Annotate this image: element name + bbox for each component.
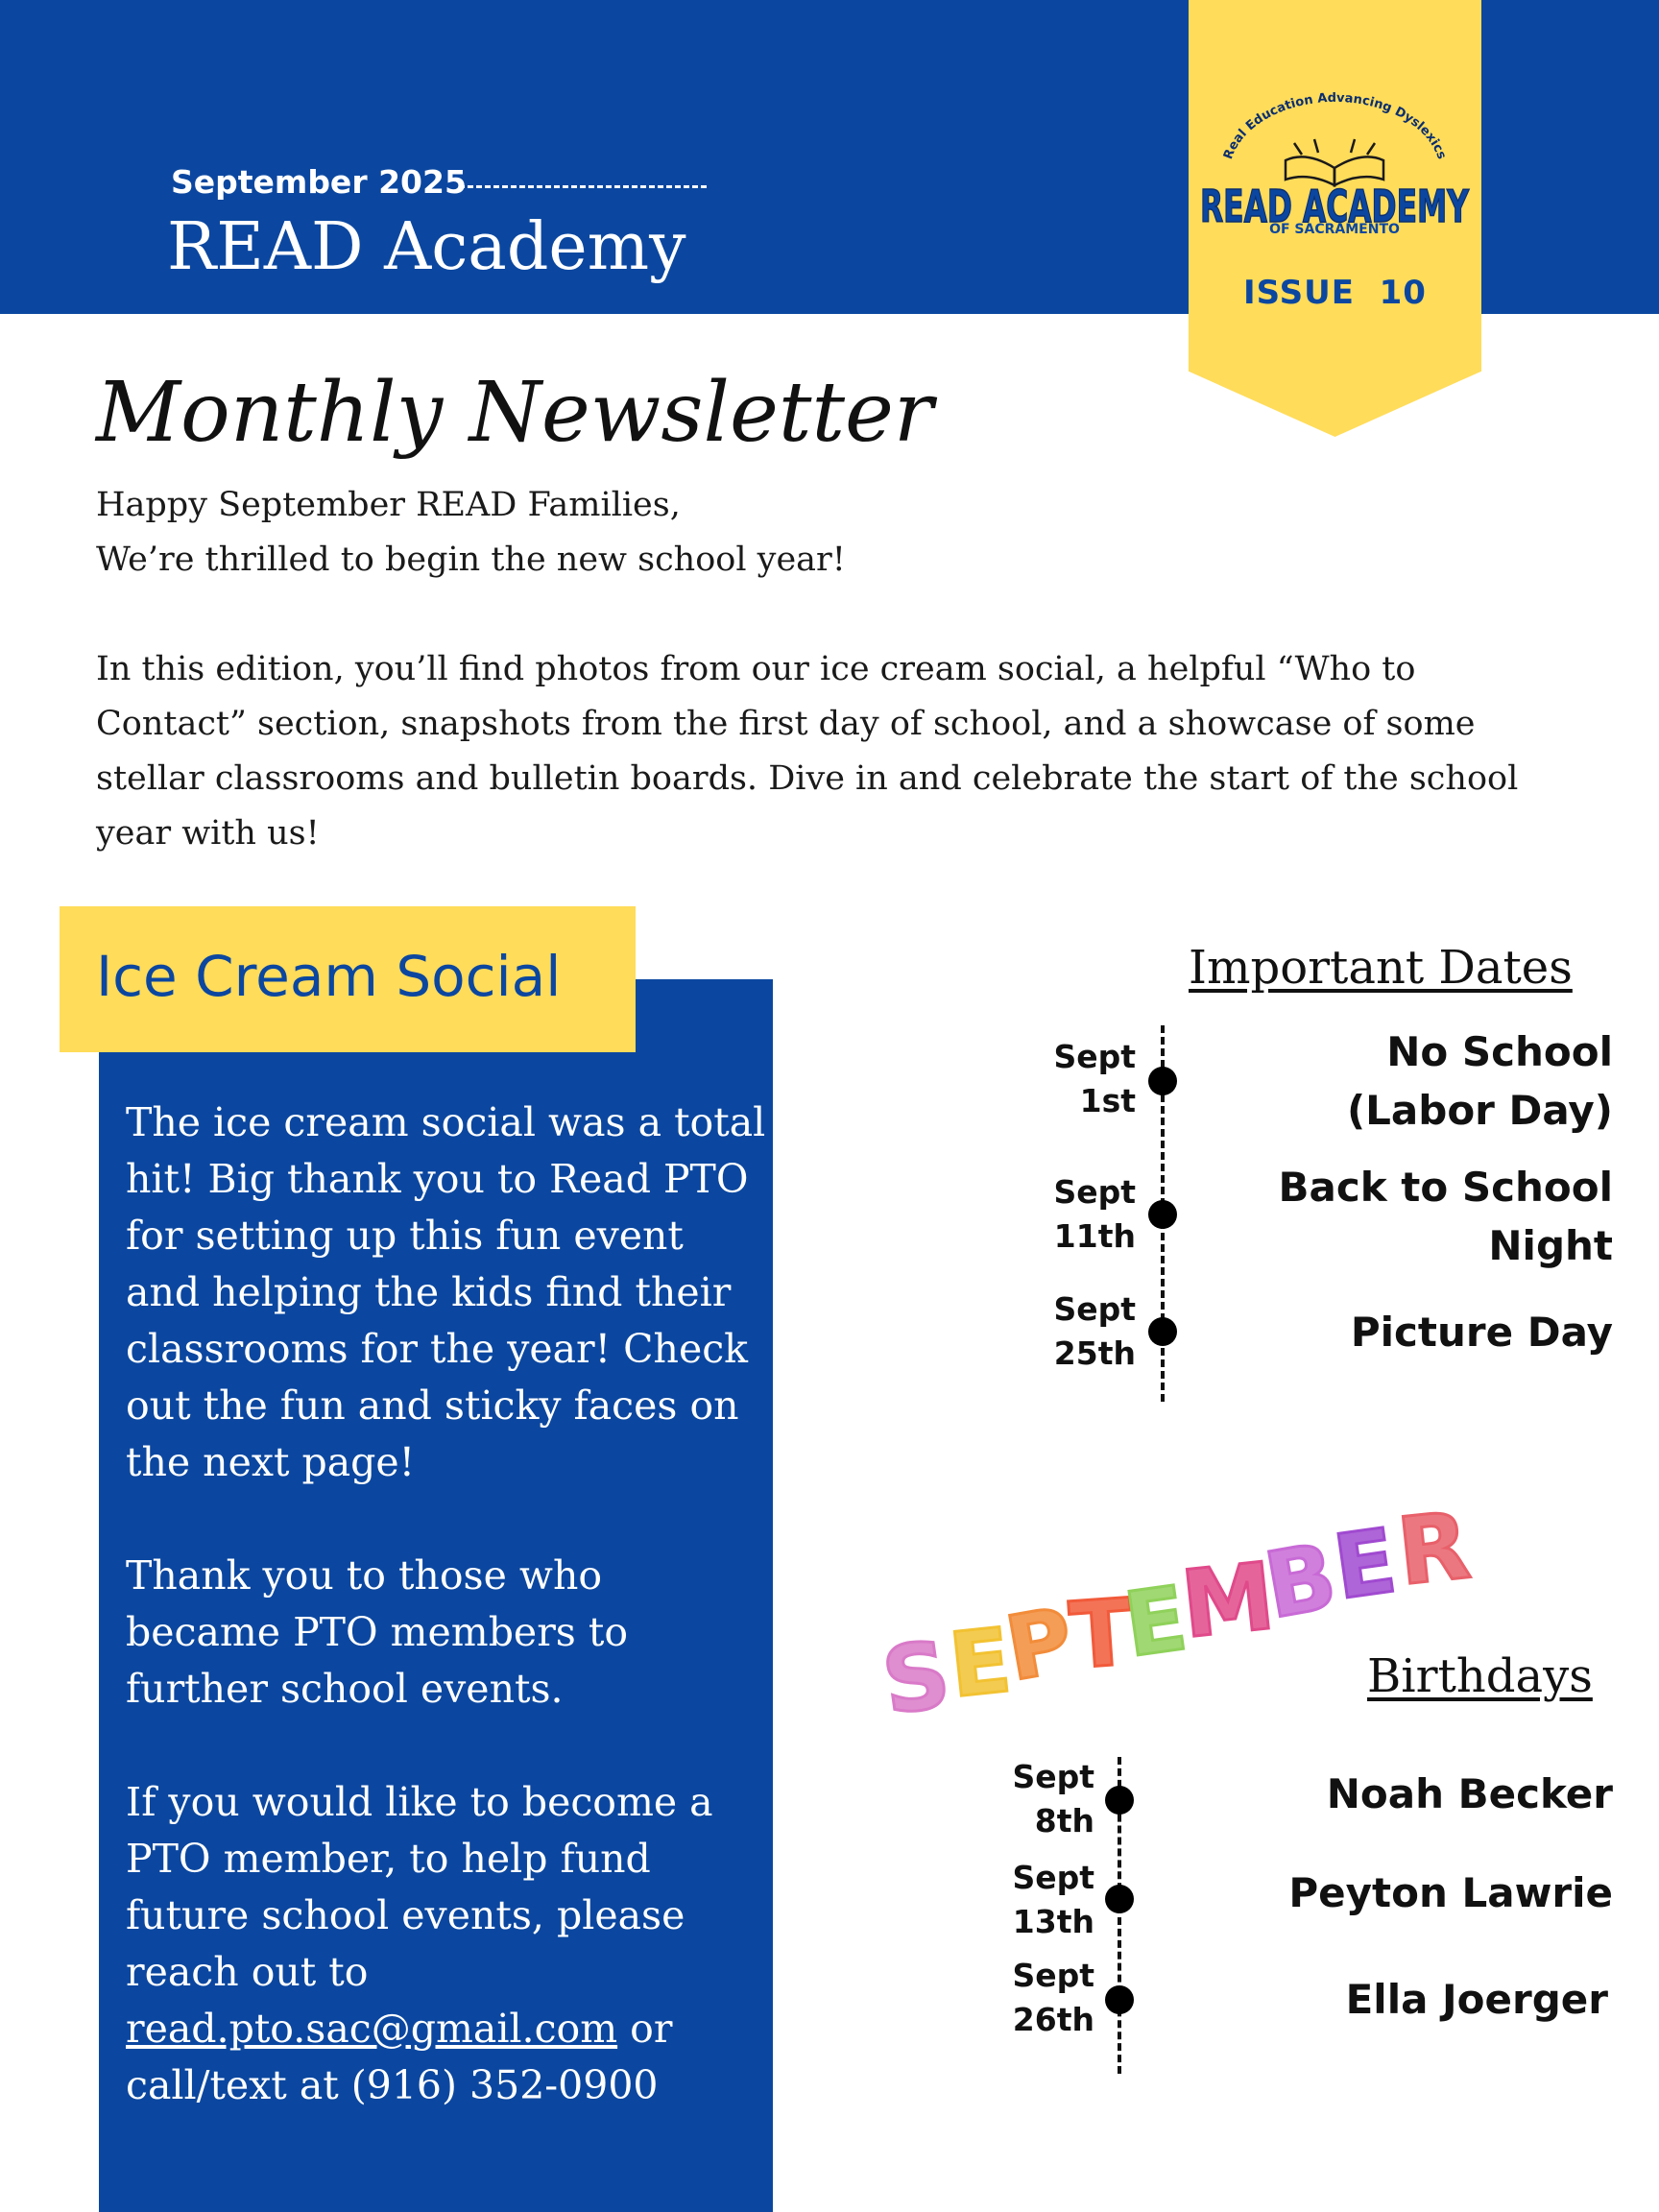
september-letter: E: [1118, 1567, 1193, 1677]
birthday-date-1: Sept 8th: [1012, 1758, 1094, 1839]
important-event-1: No School (Labor Day): [1346, 1028, 1613, 1134]
important-date-1: Sept 1st: [1053, 1038, 1136, 1119]
important-date-3: Sept 25th: [1053, 1290, 1136, 1372]
intro-body: In this edition, you’ll find photos from our ice cream social, a helpful “Who to Contact” section, snapshots from the first day of school, and a showcase of some stellar classrooms and bulletin boards. Dive in and celebrate the start of the school year with us!: [96, 650, 1519, 853]
ice-cream-paragraph-3: [126, 1774, 769, 2114]
september-letter: P: [998, 1588, 1081, 1701]
header-school-name: READ Academy: [167, 209, 686, 285]
september-word-art: [869, 1483, 1522, 1752]
september-letter: M: [1176, 1542, 1280, 1659]
school-logo: [1193, 91, 1477, 250]
september-letter: T: [1066, 1579, 1137, 1690]
ice-cream-paragraph-2: Thank you to those who became PTO members to further school events.: [126, 1552, 629, 1712]
birthday-name-2: Peyton Lawrie: [1288, 1869, 1613, 1916]
open-book-icon: [1286, 139, 1383, 185]
ice-cream-paragraph-1: The ice cream social was a total hit! Big thank you to Read PTO for setting up this fun event and helping the kids find their classrooms for the year! Check out the fun and sticky faces on the next page!: [126, 1099, 766, 1485]
ice-cream-social-header: [60, 906, 636, 1052]
important-dates-heading: Important Dates: [1189, 941, 1573, 995]
important-event-2: Back to School Night: [1278, 1164, 1613, 1269]
birthdays-heading: Birthdays: [1367, 1649, 1593, 1703]
logo-name: READ ACADEMY: [1200, 180, 1470, 232]
ice-cream-social-body: [126, 1094, 769, 2114]
logo-location: OF SACRAMENTO: [1269, 222, 1400, 237]
svg-text:Real Education Advancing Dysle: Real Education Advancing Dyslexics: [1221, 91, 1449, 162]
header-dashed-divider: [459, 185, 707, 188]
september-letter: E: [945, 1608, 1016, 1718]
intro-section: [96, 478, 1575, 861]
important-event-3: Picture Day: [1350, 1309, 1613, 1356]
birthday-date-3: Sept 26th: [1012, 1957, 1094, 2038]
september-letter: S: [876, 1622, 956, 1736]
pto-phone-text: or call/text at (916) 352-0900: [126, 2006, 673, 2108]
header-date: September 2025: [171, 163, 467, 201]
ice-cream-social-heading: Ice Cream Social: [96, 944, 562, 1009]
page-title: Monthly Newsletter: [96, 365, 934, 461]
important-date-2: Sept 11th: [1053, 1173, 1136, 1255]
intro-greeting: Happy September READ Families,: [96, 486, 681, 524]
issue-number: ISSUE 10: [1243, 274, 1427, 312]
birthday-name-3: Ella Joerger: [1345, 1976, 1608, 2023]
intro-subgreeting: We’re thrilled to begin the new school year!: [96, 541, 846, 579]
birthday-date-2: Sept 13th: [1012, 1859, 1094, 1940]
september-letter: E: [1328, 1509, 1403, 1620]
september-letter: R: [1392, 1491, 1475, 1606]
pto-email-link[interactable]: read.pto.sac@gmail.com: [126, 2006, 618, 2052]
birthday-name-1: Noah Becker: [1326, 1770, 1613, 1817]
pto-invite-text: If you would like to become a PTO member, to help fund future school events, please reach out to: [126, 1779, 713, 1995]
september-letter: B: [1258, 1524, 1344, 1640]
